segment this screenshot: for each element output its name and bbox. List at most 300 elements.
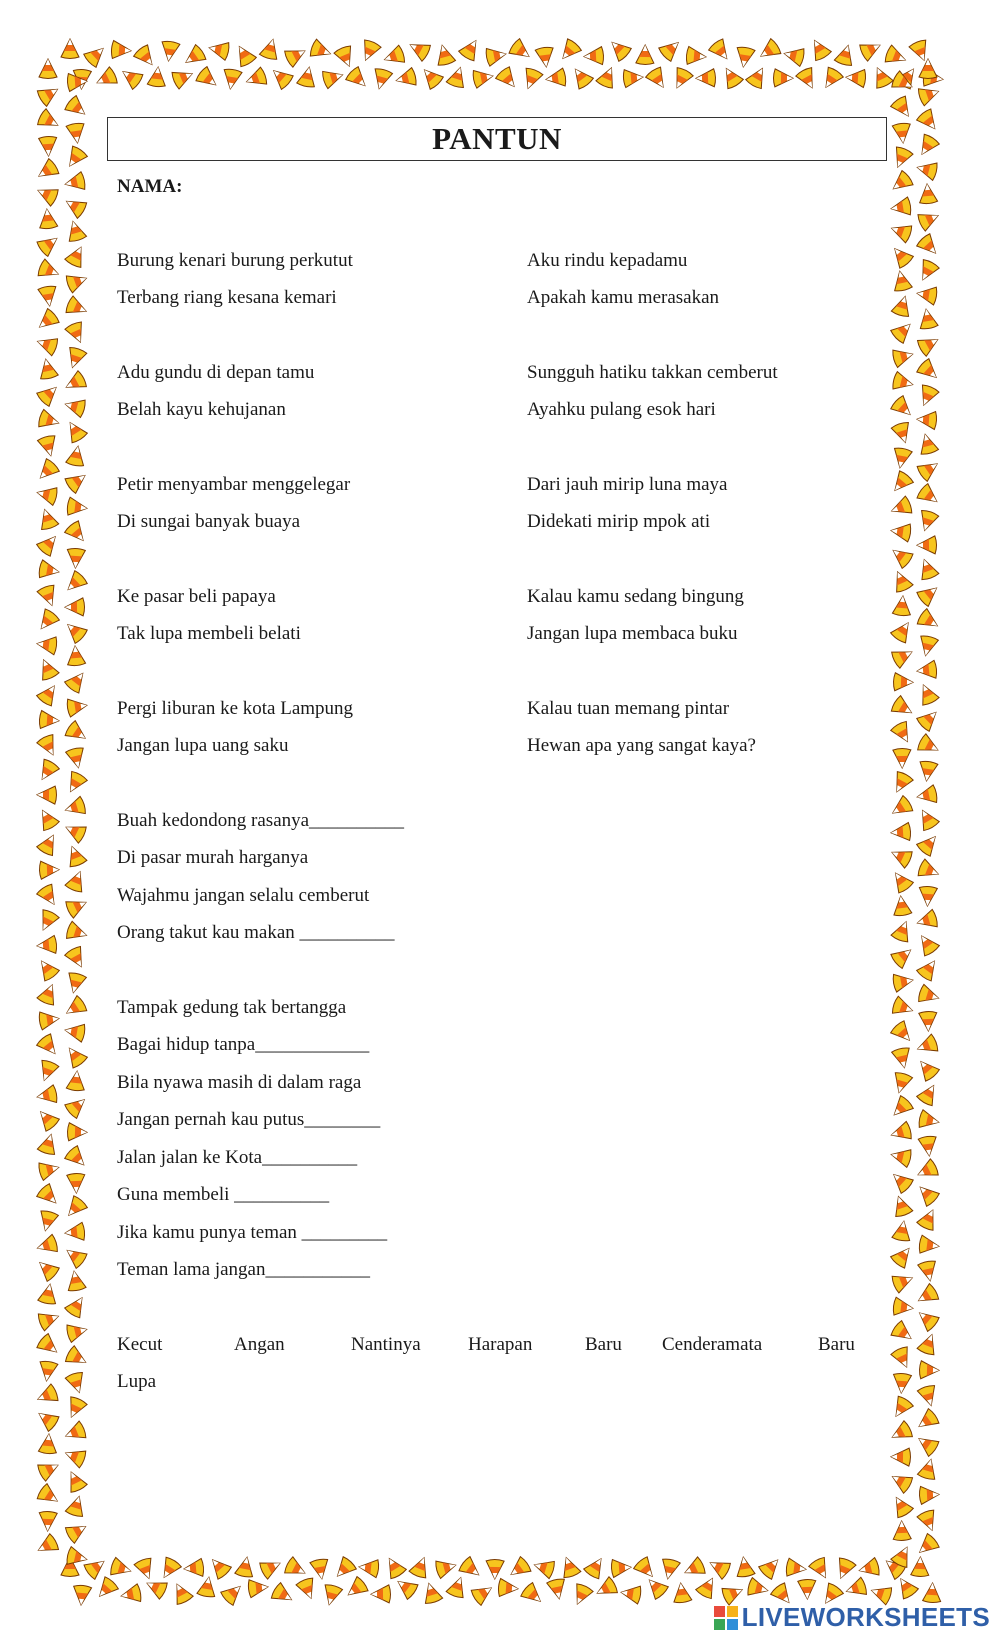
- candy-corn-icon: [62, 819, 87, 844]
- candy-corn-icon: [916, 284, 938, 305]
- candy-corn-icon: [606, 36, 633, 62]
- candy-corn-icon: [38, 560, 60, 581]
- candy-corn-icon: [916, 432, 938, 455]
- candy-corn-icon: [36, 108, 62, 133]
- candy-corn-icon: [892, 1297, 914, 1317]
- candy-corn-icon: [195, 66, 221, 92]
- candy-corn-icon: [248, 1578, 269, 1598]
- candy-corn-icon: [66, 645, 86, 666]
- candy-corn-icon: [888, 1095, 915, 1122]
- candy-corn-icon: [893, 748, 911, 768]
- pantun-line: Di sungai banyak buaya: [117, 511, 301, 532]
- candy-corn-icon: [36, 531, 62, 558]
- candy-corn-icon: [892, 1373, 911, 1394]
- candy-corn-icon: [584, 47, 604, 66]
- candy-corn-icon: [888, 470, 914, 497]
- candy-corn-icon: [891, 421, 914, 445]
- candy-corn-icon: [916, 509, 939, 533]
- candy-corn-icon: [39, 861, 59, 880]
- candy-corn-icon: [917, 984, 941, 1007]
- candy-corn-icon: [64, 1293, 90, 1319]
- candy-corn-icon: [472, 67, 495, 88]
- candy-corn-icon: [916, 233, 942, 260]
- candy-corn-icon: [64, 945, 89, 971]
- candy-corn-icon: [36, 981, 60, 1006]
- candy-corn-icon: [695, 1574, 720, 1600]
- candy-corn-icon: [890, 618, 916, 644]
- pantun-line: Apakah kamu merasakan: [527, 287, 720, 308]
- candy-corn-icon: [64, 321, 88, 346]
- word-bank-item[interactable]: Cenderamata: [662, 1334, 763, 1355]
- candy-corn-icon: [890, 1345, 915, 1370]
- candy-corn-icon: [470, 1580, 496, 1606]
- candy-corn-icon: [923, 1583, 942, 1603]
- candy-corn-icon: [520, 1582, 547, 1608]
- candy-corn-icon: [734, 1556, 755, 1578]
- candy-corn-icon: [569, 1582, 594, 1607]
- candy-corn-icon: [38, 1360, 59, 1382]
- pantun-line: Pergi liburan ke kota Lampung: [117, 698, 354, 719]
- candy-corn-icon: [62, 1420, 87, 1444]
- word-bank-item[interactable]: Harapan: [468, 1334, 533, 1355]
- candy-corn-icon: [160, 40, 181, 62]
- candy-corn-icon: [39, 710, 60, 729]
- candy-corn-icon: [35, 484, 58, 506]
- candy-corn-icon: [889, 770, 914, 796]
- candy-corn-icon: [623, 68, 644, 88]
- candy-corn-icon: [408, 1554, 432, 1579]
- candy-corn-icon: [845, 68, 866, 87]
- candy-corn-icon: [62, 1043, 88, 1069]
- candy-corn-icon: [745, 64, 770, 90]
- candy-corn-icon: [309, 39, 333, 63]
- candy-corn-icon: [916, 660, 937, 680]
- candy-corn-icon: [221, 68, 242, 90]
- candy-corn-icon: [35, 1234, 59, 1257]
- candy-corn-icon: [916, 358, 943, 384]
- candy-corn-icon: [62, 618, 89, 644]
- candy-corn-icon: [393, 1574, 419, 1600]
- candy-corn-icon: [66, 548, 85, 568]
- candy-corn-icon: [64, 720, 90, 746]
- candy-corn-icon: [893, 673, 913, 692]
- candy-corn-icon: [756, 38, 782, 64]
- candy-corn-icon: [719, 64, 744, 90]
- candy-corn-icon: [37, 786, 57, 804]
- candy-corn-icon: [890, 1020, 916, 1047]
- candy-corn-icon: [357, 39, 381, 64]
- candy-corn-icon: [888, 243, 914, 270]
- candy-corn-icon: [798, 1579, 817, 1599]
- candy-corn-icon: [915, 1034, 940, 1058]
- candy-corn-icon: [758, 1554, 784, 1581]
- candy-corn-icon: [889, 496, 914, 520]
- candy-corn-icon: [63, 171, 86, 193]
- candy-corn-icon: [358, 1558, 379, 1578]
- pantun-line: Di pasar murah harganya: [117, 847, 309, 868]
- candy-corn-icon: [38, 285, 59, 307]
- candy-corn-icon: [681, 1556, 706, 1581]
- candy-corn-icon: [62, 194, 88, 219]
- candy-corn-icon: [890, 95, 916, 121]
- candy-corn-icon: [63, 796, 87, 819]
- candy-corn-icon: [893, 1521, 912, 1541]
- candy-corn-icon: [320, 1583, 342, 1606]
- candy-corn-icon: [891, 447, 912, 470]
- candy-corn-icon: [914, 133, 940, 159]
- candy-corn-icon: [36, 831, 61, 857]
- candy-corn-icon: [64, 1519, 90, 1544]
- candy-corn-icon: [34, 182, 59, 207]
- candy-corn-icon: [889, 1121, 913, 1144]
- candy-corn-icon: [917, 207, 942, 231]
- candy-corn-icon: [65, 1270, 86, 1292]
- candy-corn-icon: [36, 82, 62, 107]
- candy-corn-icon: [916, 956, 942, 982]
- candy-corn-icon: [65, 270, 89, 294]
- candy-corn-icon: [890, 1071, 913, 1095]
- candy-corn-icon: [918, 760, 939, 782]
- candy-corn-icon: [446, 1575, 470, 1599]
- pantun-line: Tak lupa membeli belati: [117, 623, 301, 644]
- candy-corn-icon: [36, 1457, 61, 1482]
- candy-corn-icon: [143, 1575, 168, 1600]
- candy-corn-icon: [36, 231, 62, 257]
- candy-corn-icon: [420, 1581, 443, 1605]
- candy-corn-icon: [36, 635, 58, 655]
- candy-corn-icon: [64, 1345, 90, 1370]
- candy-corn-icon: [36, 1333, 62, 1359]
- candy-corn-icon: [232, 42, 257, 68]
- candy-corn-icon: [34, 158, 60, 184]
- candy-corn-icon: [914, 1408, 940, 1434]
- fill-line: Orang takut kau makan __________: [117, 922, 395, 943]
- candy-corn-icon: [458, 36, 484, 62]
- candy-corn-icon: [64, 894, 89, 919]
- candy-corn-icon: [66, 696, 88, 717]
- candy-corn-icon: [807, 36, 832, 62]
- word-bank-item[interactable]: Lupa: [117, 1371, 157, 1392]
- candy-corn-icon: [917, 1457, 940, 1481]
- candy-corn-icon: [535, 46, 555, 68]
- candy-corn-icon: [857, 1557, 880, 1579]
- pantun-line: Petir menyambar menggelegar: [117, 474, 351, 495]
- candy-corn-icon: [546, 1578, 568, 1601]
- candy-corn-icon: [696, 69, 716, 88]
- candy-corn-icon: [259, 37, 282, 61]
- candy-corn-icon: [34, 608, 60, 634]
- word-bank-item[interactable]: Angan: [234, 1334, 285, 1355]
- candy-corn-icon: [917, 308, 938, 330]
- candy-corn-icon: [133, 44, 159, 70]
- candy-corn-icon: [270, 1582, 296, 1607]
- candy-corn-icon: [915, 909, 939, 932]
- candy-corn-icon: [785, 1558, 807, 1578]
- candy-corn-icon: [64, 95, 90, 121]
- candy-corn-icon: [918, 886, 937, 906]
- candy-corn-icon: [64, 1021, 86, 1042]
- candy-corn-icon: [343, 1576, 369, 1602]
- title-box: [107, 117, 887, 161]
- candy-corn-icon: [62, 995, 88, 1021]
- candy-corn-icon: [34, 1533, 60, 1558]
- candy-corn-icon: [795, 66, 820, 92]
- candy-corn-icon: [890, 395, 917, 421]
- candy-corn-icon: [34, 956, 60, 982]
- candy-corn-icon: [345, 66, 372, 92]
- candy-corn-icon: [65, 295, 90, 319]
- candy-corn-icon: [891, 1448, 911, 1466]
- pantun-line: Ayahku pulang esok hari: [527, 399, 716, 420]
- candy-corn-icon: [888, 543, 914, 569]
- candy-corn-icon: [183, 1558, 204, 1578]
- candy-corn-icon: [38, 208, 58, 229]
- candy-corn-icon: [915, 159, 938, 181]
- candy-corn-icon: [371, 1585, 391, 1603]
- candy-corn-icon: [83, 42, 110, 68]
- pantun-line: Ke pasar beli papaya: [117, 586, 276, 607]
- pantun-line: Aku rindu kepadamu: [527, 250, 688, 271]
- candy-corn-icon: [62, 1195, 88, 1222]
- candy-corn-icon: [891, 294, 914, 318]
- candy-corn-icon: [36, 1183, 63, 1210]
- candy-corn-icon: [495, 66, 521, 93]
- candy-corn-icon: [65, 1371, 88, 1395]
- candy-corn-icon: [63, 1445, 88, 1469]
- candy-corn-icon: [890, 695, 916, 720]
- fill-line: Buah kedondong rasanya__________: [117, 810, 405, 831]
- pantun-line: Wajahmu jangan selalu cemberut: [117, 885, 370, 906]
- candy-corn-icon: [545, 68, 567, 89]
- candy-corn-icon: [37, 409, 61, 432]
- candy-corn-icon: [832, 1557, 856, 1582]
- candy-corn-icon: [890, 522, 912, 543]
- candy-corn-icon: [892, 123, 912, 144]
- candy-corn-icon: [919, 1011, 938, 1031]
- candy-corn-icon: [919, 1361, 939, 1380]
- candy-corn-icon: [891, 269, 913, 292]
- candy-corn-icon: [37, 1210, 59, 1233]
- pantun-line: Terbang riang kesana kemari: [117, 287, 337, 308]
- candy-corn-icon: [34, 1383, 59, 1407]
- candy-corn-icon: [36, 381, 63, 407]
- candy-corn-icon: [672, 1582, 692, 1604]
- candy-corn-icon: [65, 921, 89, 944]
- candy-corn-icon: [568, 64, 594, 90]
- candy-corn-icon: [62, 1243, 88, 1269]
- candy-corn-icon: [61, 39, 79, 59]
- candy-corn-icon: [890, 644, 916, 669]
- candy-corn-icon: [917, 1332, 941, 1357]
- candy-corn-icon: [36, 1033, 62, 1059]
- candy-corn-icon: [65, 972, 87, 995]
- candy-corn-icon: [636, 45, 654, 65]
- candy-corn-icon: [556, 38, 582, 65]
- candy-corn-icon: [283, 1556, 309, 1581]
- candy-corn-icon: [394, 67, 417, 89]
- candy-corn-icon: [65, 747, 87, 770]
- candy-corn-icon: [891, 996, 915, 1019]
- candy-corn-icon: [63, 1395, 88, 1420]
- candy-corn-icon: [558, 1555, 582, 1579]
- candy-corn-icon: [486, 1559, 504, 1579]
- candy-corn-icon: [645, 66, 671, 92]
- candy-corn-icon: [918, 1235, 940, 1255]
- candy-corn-icon: [181, 44, 207, 70]
- candy-corn-icon: [916, 1509, 940, 1534]
- candy-corn-icon: [916, 332, 942, 357]
- candy-corn-icon: [64, 868, 88, 893]
- candy-corn-icon: [36, 1483, 62, 1509]
- candy-corn-icon: [38, 1433, 58, 1454]
- candy-corn-icon: [39, 59, 57, 79]
- candy-corn-icon: [890, 318, 917, 344]
- candy-corn-icon: [918, 1135, 938, 1157]
- candy-corn-icon: [916, 456, 942, 482]
- candy-corn-icon: [36, 733, 61, 759]
- pantun-line: Jangan lupa uang saku: [117, 735, 289, 756]
- candy-corn-icon: [869, 64, 894, 89]
- candy-corn-icon: [67, 1173, 86, 1193]
- candy-corn-icon: [35, 758, 61, 784]
- candy-corn-icon: [206, 1554, 232, 1581]
- candy-corn-icon: [35, 806, 60, 832]
- candy-corn-icon: [919, 1485, 939, 1504]
- candy-corn-icon: [747, 1577, 770, 1599]
- candy-corn-icon: [917, 83, 941, 106]
- brand-grid-icon: [714, 1606, 738, 1630]
- candy-corn-icon: [64, 1222, 85, 1242]
- candy-corn-icon: [914, 1283, 940, 1308]
- fill-line: Guna membeli __________: [117, 1184, 330, 1205]
- candy-corn-icon: [63, 418, 89, 444]
- pantun-line: Sungguh hatiku takkan cemberut: [527, 362, 778, 383]
- pantun-line: Adu gundu di depan tamu: [117, 362, 315, 383]
- word-bank-item[interactable]: Nantinya: [351, 1334, 421, 1355]
- candy-corn-icon: [295, 1577, 319, 1602]
- name-label: NAMA:: [117, 176, 183, 197]
- candy-corn-icon: [171, 65, 196, 89]
- candy-corn-icon: [658, 36, 685, 62]
- fill-line: Jika kamu punya teman _________: [117, 1222, 388, 1243]
- candy-corn-icon: [35, 656, 59, 681]
- candy-corn-icon: [62, 570, 89, 596]
- candy-corn-icon: [147, 66, 167, 87]
- candy-corn-icon: [506, 1556, 532, 1582]
- candy-corn-icon: [157, 1556, 183, 1582]
- candy-corn-icon: [888, 1420, 914, 1445]
- candy-corn-icon: [134, 1557, 158, 1582]
- candy-corn-icon: [64, 844, 88, 869]
- candy-corn-icon: [890, 1320, 916, 1346]
- candy-corn-icon: [520, 67, 544, 92]
- candy-corn-icon: [916, 1206, 941, 1231]
- candy-corn-icon: [918, 1109, 941, 1131]
- candy-corn-icon: [915, 806, 940, 832]
- liveworksheets-logo[interactable]: [714, 1602, 990, 1633]
- candy-corn-icon: [914, 1056, 940, 1083]
- candy-corn-icon: [834, 43, 857, 67]
- fill-line: Jangan pernah kau putus________: [117, 1109, 381, 1130]
- candy-corn-icon: [34, 1256, 61, 1282]
- candy-corn-icon: [118, 64, 144, 90]
- page-title: PANTUN: [432, 121, 562, 156]
- candy-corn-icon: [818, 66, 844, 92]
- candy-corn-icon: [119, 1584, 142, 1605]
- candy-corn-icon: [36, 883, 62, 909]
- pantun-line: Tampak gedung tak bertangga: [117, 997, 347, 1018]
- pantun-line: Bila nyawa masih di dalam raga: [117, 1072, 362, 1093]
- candy-corn-icon: [808, 1556, 833, 1582]
- candy-corn-icon: [916, 581, 942, 607]
- candy-corn-icon: [917, 1260, 939, 1283]
- candy-corn-icon: [37, 1132, 60, 1156]
- candy-corn-icon: [34, 308, 61, 334]
- candy-corn-icon: [268, 64, 295, 90]
- candy-corn-icon: [93, 66, 118, 91]
- candy-corn-icon: [706, 1555, 732, 1580]
- candy-corn-icon: [593, 1576, 619, 1601]
- candy-corn-icon: [891, 345, 914, 367]
- candy-corn-icon: [382, 45, 406, 68]
- candy-corn-icon: [858, 37, 883, 62]
- fill-line: Jalan jalan ke Kota__________: [117, 1147, 358, 1168]
- candy-corn-icon: [283, 43, 309, 68]
- candy-corn-icon: [36, 681, 62, 707]
- candy-corn-icon: [65, 598, 85, 616]
- candy-corn-icon: [916, 108, 942, 134]
- candy-corn-icon: [773, 69, 793, 87]
- candy-corn-icon: [915, 681, 940, 706]
- candy-corn-icon: [64, 668, 90, 694]
- candy-corn-icon: [708, 38, 734, 64]
- candy-corn-icon: [915, 384, 939, 409]
- candy-corn-icon: [235, 1555, 256, 1578]
- candy-corn-icon: [916, 733, 942, 758]
- candy-corn-icon: [72, 1585, 92, 1606]
- word-bank-item[interactable]: Baru: [818, 1334, 855, 1355]
- candy-corn-icon: [916, 1081, 941, 1107]
- candy-corn-icon: [65, 1494, 88, 1518]
- pantun-line: Kalau tuan memang pintar: [527, 698, 730, 719]
- candy-corn-icon: [93, 1576, 119, 1603]
- candy-corn-icon: [890, 720, 915, 746]
- candy-corn-icon: [66, 444, 87, 467]
- candy-corn-icon: [169, 1580, 194, 1606]
- candy-corn-icon: [889, 568, 913, 593]
- candy-corn-icon: [433, 43, 455, 66]
- candy-corn-icon: [914, 931, 940, 957]
- pantun-line: Dari jauh mirip luna maya: [527, 474, 728, 495]
- candy-corn-icon: [890, 1194, 913, 1218]
- word-bank-item[interactable]: Baru: [585, 1334, 622, 1355]
- candy-corn-icon: [659, 1558, 681, 1581]
- word-bank-item[interactable]: Kecut: [117, 1334, 163, 1355]
- candy-corn-icon: [66, 497, 88, 517]
- candy-corn-icon: [917, 1384, 940, 1408]
- candy-corn-icon: [884, 45, 909, 69]
- candy-corn-icon: [64, 243, 89, 269]
- pantun-line: Burung kenari burung perkutut: [117, 250, 353, 271]
- candy-corn-icon: [35, 1085, 58, 1106]
- candy-corn-icon: [197, 1576, 218, 1598]
- candy-corn-icon: [919, 59, 937, 79]
- candy-corn-icon: [38, 1159, 61, 1181]
- candy-corn-icon: [37, 1308, 61, 1332]
- candy-corn-icon: [382, 1554, 407, 1580]
- candy-corn-icon: [296, 65, 318, 88]
- candy-corn-icon: [915, 258, 940, 284]
